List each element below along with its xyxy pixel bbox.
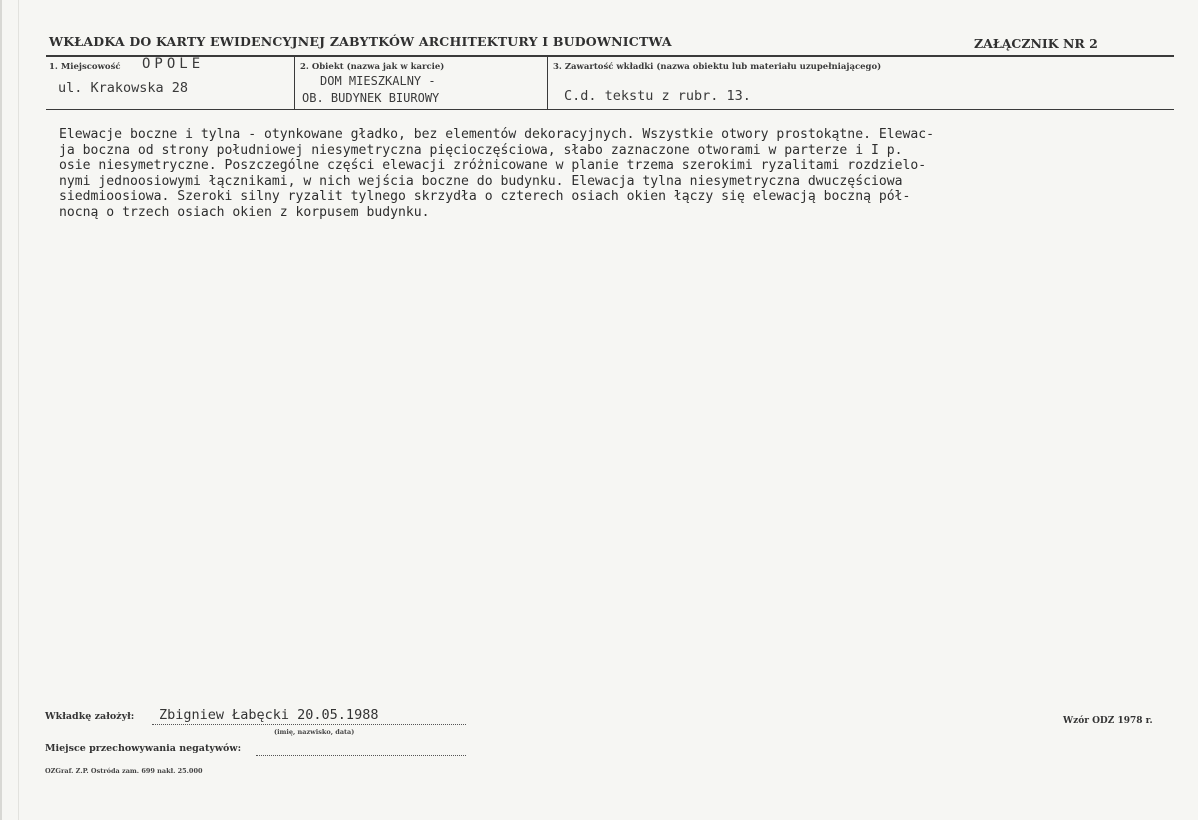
description-line: siedmioosiowa. Szeroki silny ryzalit tylnego skrzydła o czterech osiach okien łączy się elewacją boczną pół- xyxy=(59,189,911,204)
content-value: C.d. tekstu z rubr. 13. xyxy=(564,88,751,104)
prepared-by-dotted-line xyxy=(152,724,466,725)
description-text xyxy=(59,127,1179,220)
annex-number: ZAŁĄCZNIK NR 2 xyxy=(974,36,1098,51)
description-line: ja boczna od strony południowej niesymetryczna pięcioczęściowa, słabo zaznaczone otworami w parterze i I p. xyxy=(59,142,903,158)
locality-label: 1. Miejscowość xyxy=(49,62,121,72)
street-value: ul. Krakowska 28 xyxy=(58,80,189,96)
prepared-by-label: Wkładkę założył: xyxy=(45,711,135,722)
negatives-location-label: Miejsce przechowywania negatywów: xyxy=(45,743,242,754)
form-model: Wzór ODZ 1978 r. xyxy=(1063,716,1153,726)
object-label: 2. Obiekt (nazwa jak w karcie) xyxy=(300,62,445,72)
fields-rule xyxy=(46,109,1174,110)
content-label: 3. Zawartość wkładki (nazwa obiektu lub materiału uzupełniającego) xyxy=(553,62,882,72)
scan-edge-line xyxy=(18,0,19,820)
description-line: osie niesymetryczne. Poszczególne części elewacji zróżnicowane w planie trzema szerokimi ryzalitami rozdzielo- xyxy=(59,158,927,173)
locality-value: OPOLE xyxy=(142,56,205,72)
description-line: nymi jednoosiowymi łącznikami, w nich wejścia boczne do budynku. Elewacja tylna niesymetryczna dwuczęściowa xyxy=(59,173,903,189)
object-name-line-2: OB. BUDYNEK BIUROWY xyxy=(302,91,440,105)
negatives-location-dotted-line xyxy=(256,755,466,756)
field-divider-2 xyxy=(547,57,548,109)
description-line: nocną o trzech osiach okien z korpusem budynku. xyxy=(59,204,430,220)
printer-info: OZGraf. Z.P. Ostróda zam. 699 nakł. 25.000 xyxy=(45,767,203,775)
field-divider-1 xyxy=(294,57,295,109)
description-line: Elewacje boczne i tylna - otynkowane gładko, bez elementów dekoracyjnych. Wszystkie otwory prostokątne. Elewac- xyxy=(59,127,935,142)
prepared-by-value: Zbigniew Łabęcki 20.05.1988 xyxy=(159,707,379,723)
header-rule xyxy=(46,55,1174,57)
form-title: WKŁADKA DO KARTY EWIDENCYJNEJ ZABYTKÓW ARCHITEKTURY I BUDOWNICTWA xyxy=(49,34,672,49)
object-name-line-1: DOM MIESZKALNY - xyxy=(320,74,436,88)
prepared-by-hint: (imię, nazwisko, data) xyxy=(274,728,355,736)
